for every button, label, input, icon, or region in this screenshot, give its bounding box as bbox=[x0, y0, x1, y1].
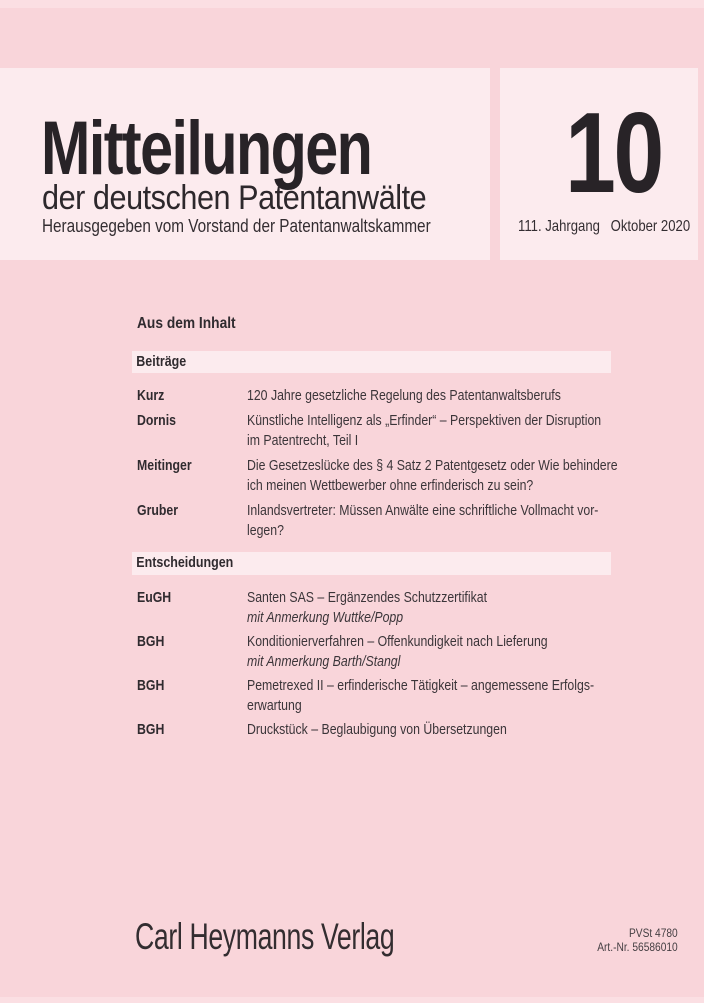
section-title: Beiträge bbox=[136, 354, 187, 370]
contents-entry bbox=[137, 386, 617, 406]
publisher-name: Carl Heymanns Verlag bbox=[135, 916, 395, 957]
section-bar-beitraege bbox=[132, 351, 611, 373]
entry-court: EuGH bbox=[137, 589, 172, 606]
issue-number: 10 bbox=[565, 90, 662, 217]
contents-list-entscheidungen bbox=[137, 588, 617, 744]
entry-author: Dornis bbox=[137, 412, 176, 429]
entry-court: BGH bbox=[137, 721, 165, 738]
issue-date: Oktober 2020 bbox=[610, 218, 691, 235]
entry-author: Meitinger bbox=[137, 457, 192, 474]
entry-court: BGH bbox=[137, 633, 165, 650]
top-edge-strip bbox=[0, 0, 704, 8]
entry-title: 120 Jahre gesetzliche Regelung des Patentanwaltsberufs bbox=[247, 387, 561, 404]
contents-heading: Aus dem Inhalt bbox=[137, 315, 236, 332]
journal-subtitle: der deutschen Patentanwälte bbox=[42, 179, 427, 217]
entry-title: Pemetrexed II – erfinderische Tätigkeit – angemessene Erfolgs- erwartung bbox=[247, 677, 595, 714]
journal-tagline: Herausgegeben vom Vorstand der Patentanwaltskammer bbox=[42, 216, 431, 236]
entry-annotation: mit Anmerkung Wuttke/Popp bbox=[247, 609, 404, 626]
pvst-number: PVSt 4780 bbox=[629, 926, 678, 940]
bottom-edge-strip bbox=[0, 997, 704, 1003]
article-number: Art.-Nr. 56586010 bbox=[597, 939, 678, 954]
contents-entry bbox=[137, 676, 617, 716]
issue-meta bbox=[518, 219, 690, 235]
entry-title: Santen SAS – Ergänzendes Schutzzertifikat bbox=[247, 589, 487, 606]
contents-entry bbox=[137, 720, 617, 740]
contents-entry bbox=[137, 632, 617, 672]
entry-author: Kurz bbox=[137, 387, 165, 404]
entry-court: BGH bbox=[137, 677, 165, 694]
issue-volume: 111. Jahrgang bbox=[518, 218, 600, 235]
contents-list-beitraege bbox=[137, 386, 617, 546]
entry-author: Gruber bbox=[137, 502, 179, 519]
contents-entry bbox=[137, 501, 617, 541]
entry-annotation: mit Anmerkung Barth/Stangl bbox=[247, 653, 401, 670]
entry-title: Konditionierverfahren – Offenkundigkeit nach Lieferung bbox=[247, 633, 548, 650]
entry-title: Inlandsvertreter: Müssen Anwälte eine schriftliche Vollmacht vor- legen? bbox=[247, 502, 599, 539]
entry-title: Künstliche Intelligenz als „Erfinder“ – Perspektiven der Disruption im Patentrecht, Teil I bbox=[247, 412, 602, 449]
section-bar-entscheidungen bbox=[132, 552, 611, 575]
entry-title: Die Gesetzeslücke des § 4 Satz 2 Patentgesetz oder Wie behindere ich meinen Wettbewerber ohne erfinderisch zu sein? bbox=[247, 457, 618, 494]
contents-entry bbox=[137, 411, 617, 451]
contents-entry bbox=[137, 588, 617, 628]
journal-title: Mitteilungen bbox=[41, 106, 372, 191]
print-info bbox=[597, 927, 678, 954]
entry-title: Druckstück – Beglaubigung von Übersetzungen bbox=[247, 721, 507, 738]
section-title: Entscheidungen bbox=[136, 555, 234, 571]
contents-entry bbox=[137, 456, 617, 496]
